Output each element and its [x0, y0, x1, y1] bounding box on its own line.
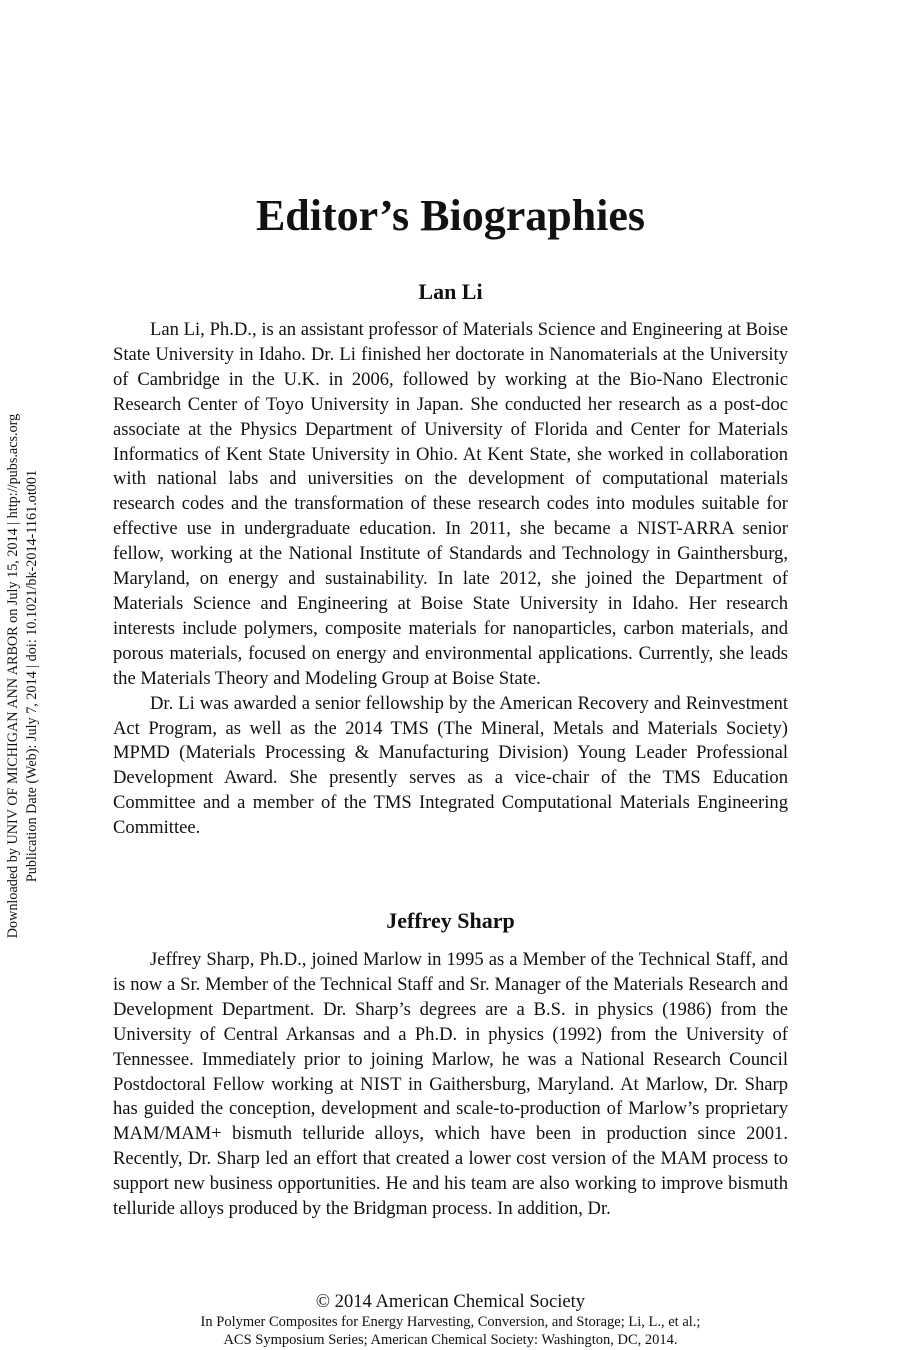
download-notice-line-2: Publication Date (Web): July 7, 2014 | doi: 10.1021/bk-2014-1161.ot001 [24, 469, 40, 883]
bio-name-jeffrey-sharp: Jeffrey Sharp [386, 908, 515, 933]
page-footer [0, 1291, 901, 1349]
bio-paragraph: Dr. Li was awarded a senior fellowship by the American Recovery and Reinvestment Act Program, as well as the 2014 TMS (The Mineral, Metals and Materials Society) MPMD (Materials Processing & Manufacturing Division) Young Leader Professional Development Award. She presently serves as a vice-chair of the TMS Education Committee and a member of the TMS Integrated Computational Materials Engineering Committee. [113, 692, 788, 839]
bio-text-jeffrey-sharp [113, 948, 788, 1222]
copyright-notice: © 2014 American Chemical Society [315, 1291, 586, 1312]
download-notice-line-1: Downloaded by UNIV OF MICHIGAN ANN ARBOR on July 15, 2014 | http://pubs.acs.org [5, 413, 21, 939]
bio-paragraph: Lan Li, Ph.D., is an assistant professor of Materials Science and Engineering at Boise State University in Idaho. Dr. Li finished her doctorate in Nanomaterials at the University of Cambridge in the U.K. in 2006, followed by working at the Bio-Nano Electronic Research Center of Toyo University in Japan. She conducted her research as a post-doc associate at the Physics Department of University of Florida and Center for Materials Informatics of Kent State University in Ohio. At Kent State, she worked in collaboration with national labs and universities on the development of computational materials research codes and the transformation of these research codes into modules suitable for effective use in undergraduate education. In 2011, she became a NIST-ARRA senior fellow, working at the National Institute of Standards and Technology in Gainthersburg, Maryland, on energy and sustainability. In late 2012, she joined the Department of Materials Science and Engineering at Boise State University in Idaho. Her research interests include polymers, composite materials for nanoparticles, carbon materials, and porous materials, focused on energy and environmental applications. Currently, she leads the Materials Theory and Modeling Group at Boise State. [113, 319, 788, 689]
page-title: Editor’s Biographies [255, 191, 646, 240]
bio-paragraph: Jeffrey Sharp, Ph.D., joined Marlow in 1995 as a Member of the Technical Staff, and is now a Sr. Member of the Technical Staff and Sr. Manager of the Materials Research and Development Department. Dr. Sharp’s degrees are a B.S. in physics (1986) from the University of Central Arkansas and a Ph.D. in physics (1992) from the University of Tennessee. Immediately prior to joining Marlow, he was a National Research Council Postdoctoral Fellow working at NIST in Gaithersburg, Maryland. At Marlow, Dr. Sharp has guided the conception, development and scale-to-production of Marlow’s proprietary MAM/MAM+ bismuth telluride alloys, which have been in production since 2001. Recently, Dr. Sharp led an effort that created a lower cost version of the MAM process to support new business opportunities. He and his team are also working to improve bismuth telluride alloys produced by the Bridgman process. In addition, Dr. [113, 949, 788, 1220]
citation-line-1: In Polymer Composites for Energy Harvesting, Conversion, and Storage; Li, L., et al.; [200, 1314, 701, 1330]
bio-name-lan-li: Lan Li [418, 279, 483, 304]
citation-line-2: ACS Symposium Series; American Chemical Society: Washington, DC, 2014. [223, 1332, 678, 1348]
bio-text-lan-li [113, 318, 788, 841]
download-notice [4, 176, 48, 1176]
